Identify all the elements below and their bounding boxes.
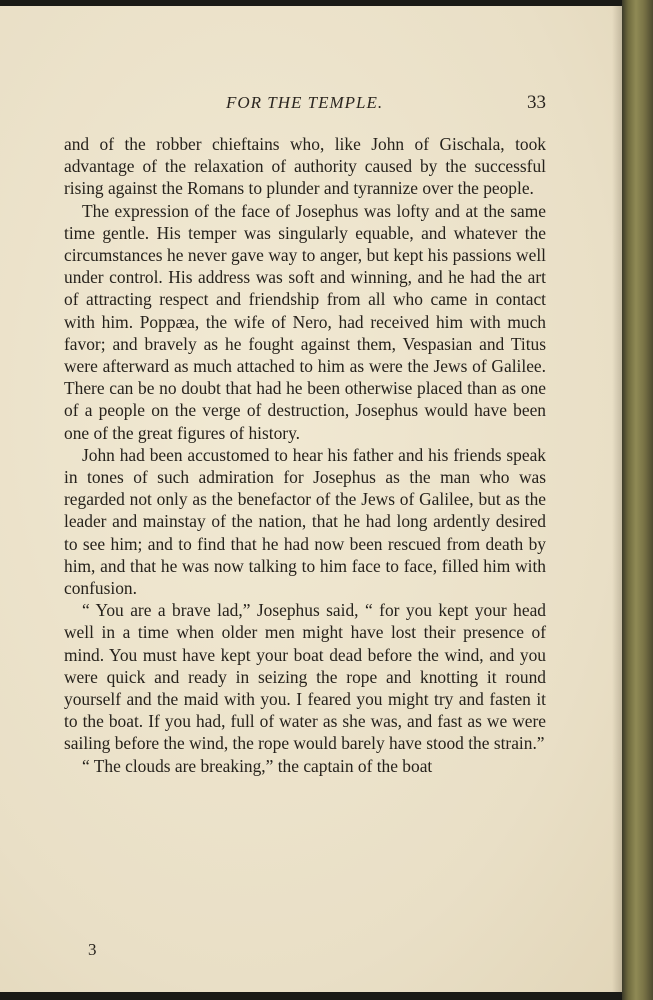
- book-spine-edge: [622, 0, 653, 1000]
- paragraph-5: “ The clouds are breaking,” the captain of the boat: [82, 755, 433, 776]
- signature-mark: 3: [88, 940, 97, 959]
- page-number: 33: [527, 92, 546, 113]
- paragraph-3: John had been accustomed to hear his father and his friends speak in tones of such admiration for Josephus as the man who was regarded not only as the benefactor of the Jews of Galilee, but as the leader and mainstay of the nation, that he had long ardently desired to see him; and to find that he had now been rescued from death by him, and that he was now talking to him face to face, filled him with confusion.: [64, 444, 546, 599]
- paragraph-2: The expression of the face of Josephus was lofty and at the same time gentle. His temper was singularly equable, and whatever the circumstances he never gave way to anger, but kept his passions well under control. His address was soft and winning, and he had the art of attracting respect and friendship from all who came in contact with him. Poppæa, the wife of Nero, had received him with much favor; and bravely as he fought against them, Vespasian and Titus were afterward as much attached to him as were the Jews of Galilee. There can be no doubt that had he been otherwise placed than as one of a people on the verge of destruction, Josephus would have been one of the great figures of history.: [64, 200, 546, 443]
- page-body: [64, 133, 546, 777]
- paragraph-1: and of the robber chieftains who, like John of Gischala, took advantage of the relaxation of authority caused by the successful rising against the Romans to plunder and tyrannize over the people.: [64, 134, 546, 199]
- running-title: FOR THE TEMPLE.: [226, 93, 384, 112]
- paragraph-4: “ You are a brave lad,” Josephus said, “ for you kept your head well in a time when older men might have lost their presence of mind. You must have kept your boat dead before the wind, and you were quick and ready in seizing the rope and knotting it round yourself and the maid with you. I feared you might try and fasten it to the boat. If you had, full of water as she was, and fast as we were sailing before the wind, the rope would barely have stood the strain.”: [64, 600, 546, 754]
- page-header: [64, 93, 546, 121]
